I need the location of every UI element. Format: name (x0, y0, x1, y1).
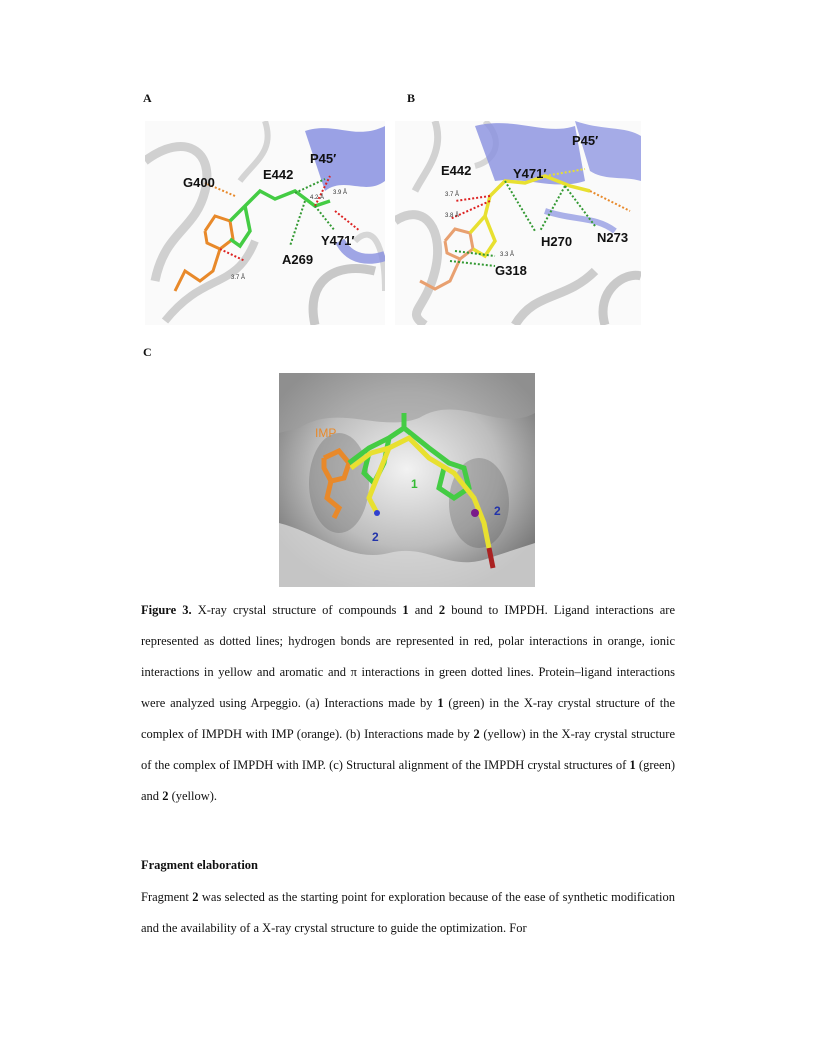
caption-bold: 2 (438, 603, 446, 617)
caption-bold: 2 (162, 789, 169, 803)
caption-text: bound to IMPDH. Ligand interactions are represented as dotted lines; hydrogen bonds are represented in red, polar interactions in orange, ionic interactions in yellow and aromatic and π interactions in green dotted lines. Protein–ligand interactions were analyzed using Arpeggio. (a) Interactions made by (141, 603, 675, 710)
imp-label: IMP (315, 426, 337, 440)
panel-letter-c: C (143, 345, 152, 359)
caption-bold: 1 (402, 603, 409, 617)
caption-bold: 1 (629, 758, 636, 772)
residue-label-b-2: P45′ (572, 133, 599, 148)
caption-text: X-ray crystal structure of compounds (191, 603, 403, 617)
compound-2-label-b: 2 (494, 504, 501, 518)
distance-label-b-0: 3.7 Å (445, 192, 460, 198)
residue-label-b-3: H270 (541, 234, 573, 249)
body-paragraph (141, 882, 675, 944)
caption-label: Figure 3. (141, 603, 192, 617)
residue-label-b-1: Y471′ (513, 166, 547, 181)
compound-2-label-a: 2 (372, 530, 379, 544)
caption-bold: 2 (473, 727, 480, 741)
panel-a-image (145, 121, 385, 325)
residue-label-a-0: G400 (183, 175, 215, 190)
distance-label-b-1: 3.8 Å (445, 213, 460, 219)
caption-text: and (408, 603, 439, 617)
residue-label-b-4: N273 (597, 230, 629, 245)
body-bold: 2 (192, 890, 199, 904)
caption-text: (green) and (141, 758, 675, 803)
panel-letter-a: A (143, 91, 152, 105)
residue-label-b-0: E442 (441, 163, 472, 178)
compound-1-label: 1 (411, 477, 418, 491)
residue-label-a-1: E442 (263, 167, 294, 182)
panel-letter-b: B (407, 91, 416, 105)
section-heading: Fragment elaboration (141, 858, 258, 872)
caption-text: (yellow). (168, 789, 218, 803)
residue-label-a-4: A269 (282, 252, 314, 267)
distance-label-b-2: 3.3 Å (500, 252, 515, 258)
residue-label-a-3: Y471′ (321, 233, 355, 248)
caption-bold: 1 (437, 696, 444, 710)
residue-label-a-2: P45′ (310, 151, 337, 166)
panel-c-image (279, 373, 535, 587)
figure-caption (141, 595, 675, 812)
distance-label-a-0: 4.2 Å (310, 195, 325, 201)
residue-label-b-5: G318 (495, 263, 527, 278)
caption-text: (green) in the X-ray crystal structure of the complex of IMPDH with IMP (orange). (b) Interactions made by (141, 696, 675, 741)
panel-b-image (395, 121, 641, 325)
distance-label-a-1: 3.9 Å (333, 190, 348, 196)
caption-text: (yellow) in the X-ray crystal structure of the complex of IMPDH with IMP. (c) Structural alignment of the IMPDH crystal structures of (141, 727, 675, 772)
body-text: was selected as the starting point for exploration because of the ease of synthetic modification and the availability of a X-ray crystal structure to guide the optimization. For (141, 890, 675, 935)
body-text: Fragment (141, 890, 193, 904)
distance-label-a-2: 3.7 Å (231, 275, 246, 281)
